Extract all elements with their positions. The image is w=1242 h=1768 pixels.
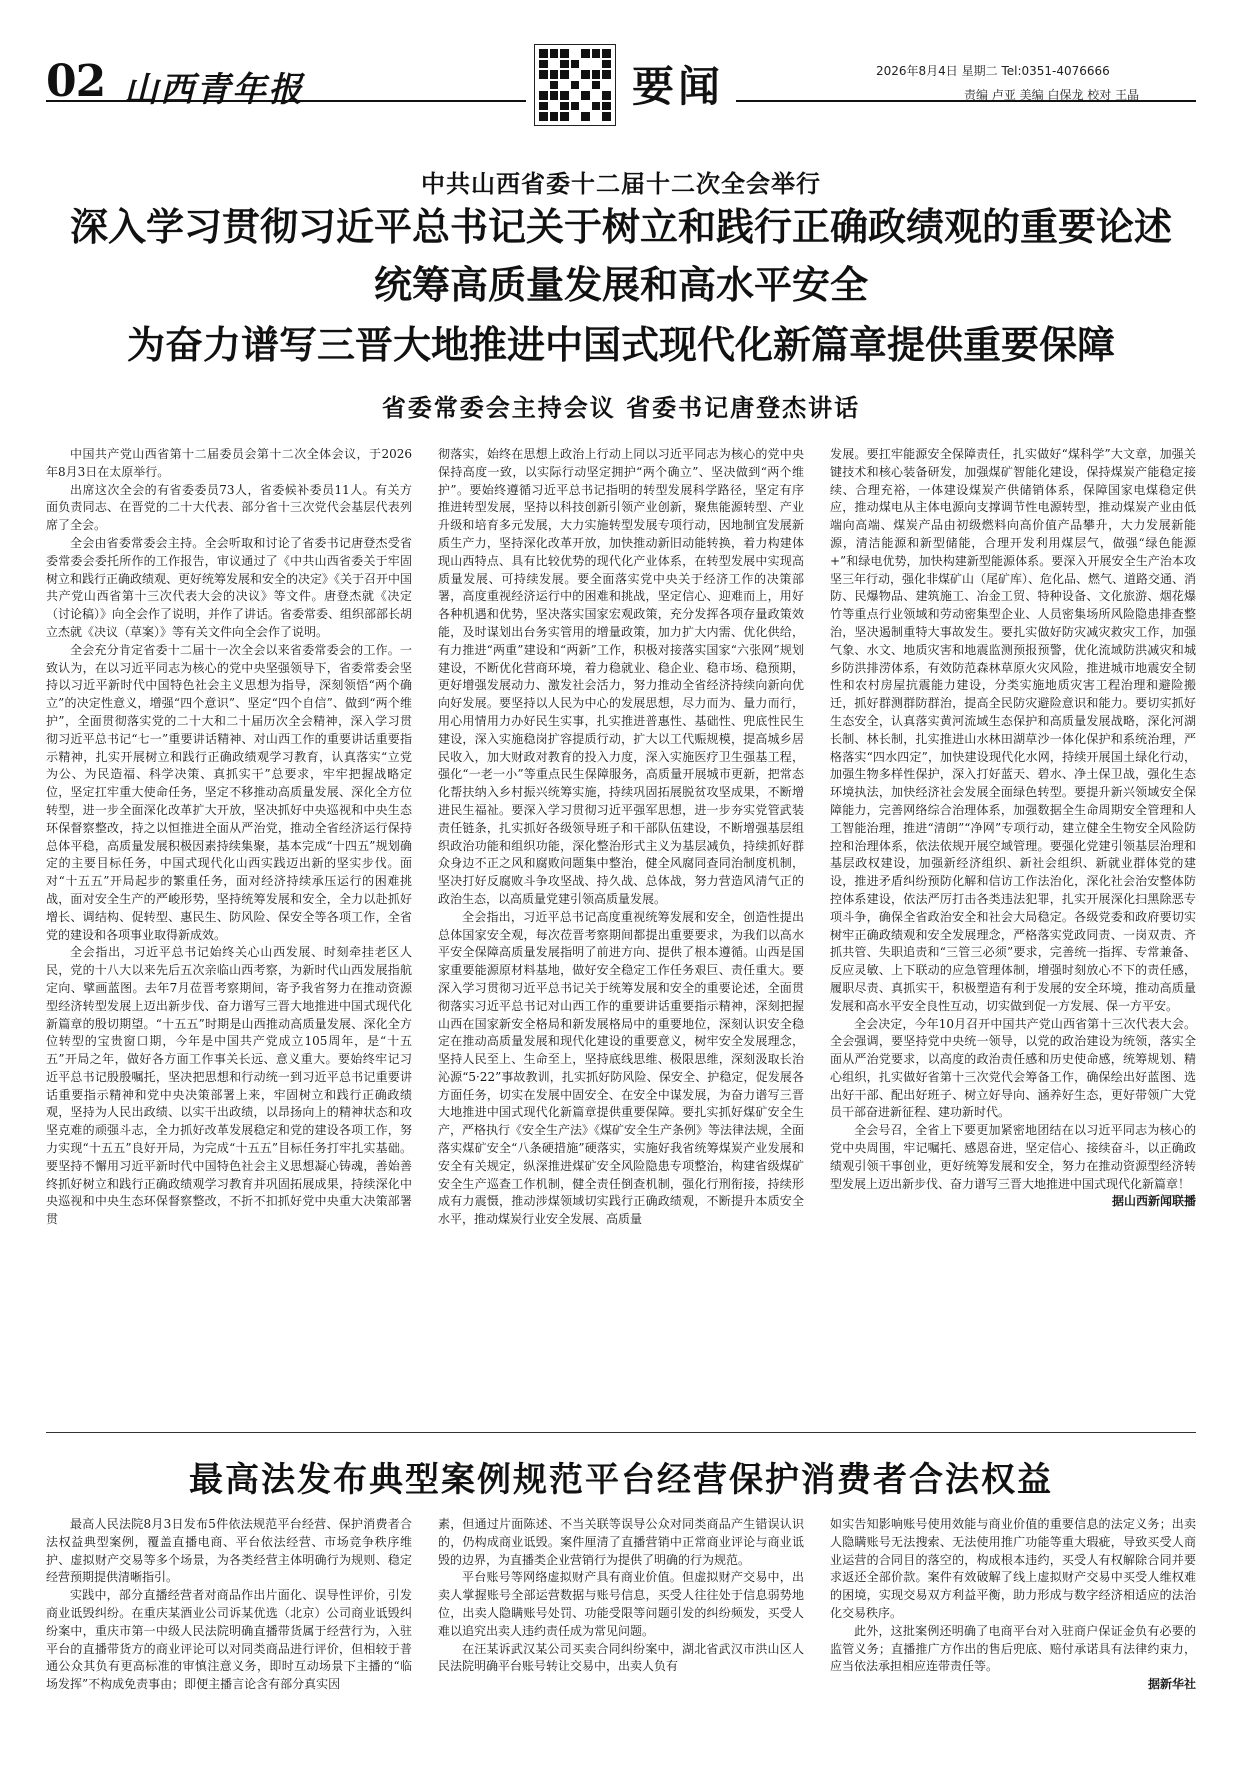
qr-code-icon — [534, 44, 616, 126]
lead-headline-line-1: 深入学习贯彻习近平总书记关于树立和践行正确政绩观的重要论述 — [69, 204, 1172, 249]
lead-column-3 — [830, 446, 1196, 1426]
paragraph: 平台账号等网络虚拟财产具有商业价值。但虚拟财产交易中，出卖人掌握账号全部运营数据与账号信息，买受人往往处于信息弱势地位，出卖人隐瞒账号处罚、功能受限等问题引发的纠纷频发，买受人难以追究出卖人违约责任成为常见问题。 — [438, 1570, 804, 1638]
paragraph: 中国共产党山西省第十二届委员会第十二次全体会议，于2026年8月3日在太原举行。 — [46, 447, 412, 479]
paragraph: 素，但通过片面陈述、不当关联等误导公众对同类商品产生错误认识的，仍构成商业诋毁。案件厘清了直播营销中正常商业评论与商业诋毁的边界，为直播类企业营销行为提供了明确的行为规范。 — [438, 1517, 804, 1567]
editor-credits: 责编 卢亚 美编 白保龙 校对 王晶 — [964, 88, 1140, 102]
paragraph: 彻落实，始终在思想上政治上行动上同以习近平同志为核心的党中央保持高度一致，以实际行动坚定拥护“两个确立”、坚决做到“两个维护”。要始终遵循习近平总书记指明的转型发展科学路径，坚定有序推进转型发展，坚持以科技创新引领产业创新，聚焦能源转型、产业升级和培育多元发展，大力实施转型发展专项行动，因地制宜发展新质生产力，坚持深化改革开放，加快推动新旧动能转换，着力构建体现山西特点、具有比较优势的现代化产业体系，在转型发展中实现高质量发展、可持续发展。要全面落实党中央关于经济工作的决策部署，高度重视经济运行中的困难和挑战，坚定信心、迎难而上，用好各种机遇和优势，坚决落实国家宏观政策，充分发挥各项存量政策效能，及时谋划出台务实管用的增量政策，加力扩大内需、优化供给，有力推进“两重”建设和“两新”工作，积极对接落实国家“六张网”规划建设，不断优化营商环境，着力稳就业、稳企业、稳市场、稳预期，更好增强发展动力、激发社会活力，努力推动全省经济持续向新向优向好发展。要坚持以人民为中心的发展思想，尽力而为、量力而行，用心用情用力办好民生实事，扎实推进普惠性、基础性、兜底性民生建设，深入实施稳岗扩容提质行动，扩大以工代赈规模，提高城乡居民收入，加大财政对教育的投入力度，深入实施医疗卫生强基工程，强化“一老一小”等重点民生保障服务，高质量开展城市更新，把常态化帮扶纳入乡村振兴统筹实施，持续巩固拓展脱贫攻坚成果，不断增进民生福祉。要深入学习贯彻习近平强军思想，进一步夯实党管武装责任链条，扎实抓好各级领导班子和干部队伍建设，不断增强基层组织政治功能和组织功能，深化整治形式主义为基层减负，持续抓好群众身边不正之风和腐败问题集中整治，健全风腐同查同治制度机制，坚决打好反腐败斗争攻坚战、持久战、总体战，努力营造风清气正的政治生态，以高质量党建引领高质量发展。 — [438, 447, 804, 906]
paragraph: 发展。要扛牢能源安全保障责任，扎实做好“煤科学”大文章，加强关键技术和核心装备研发，加强煤矿智能化建设，保持煤炭产能稳定接续、合理充裕，一体建设煤炭产供储销体系，保障国家电煤稳定供应，推动煤电从主体电源向支撑调节性电源转型，推动煤炭产业由低端向高端、煤炭产品由初级燃料向高价值产品攀升，大力发展新能源，清洁能源和新型储能，合理开发利用煤层气，做强“绿色能源+”和绿电优势，加快构建新型能源体系。要深入开展安全生产治本攻坚三年行动，强化非煤矿山（尾矿库）、危化品、燃气、道路交通、消防、民爆物品、建筑施工、冶金工贸、特种设备、文化旅游、烟花爆竹等重点行业领域和劳动密集型企业、人员密集场所风险隐患排查整治，坚决遏制重特大事故发生。要扎实做好防灾减灾救灾工作，加强气象、水文、地质灾害和地震监测预报预警，优化流域防洪减灾和城乡防洪排涝体系，有效防范森林草原火灾风险，推进城市地震安全韧性和农村房屋抗震能力建设，分类实施地质灾害工程治理和避险搬迁，抓好群测群防群治，提高全民防灾避险意识和能力。要切实抓好生态安全，认真落实黄河流域生态保护和高质量发展战略，深化河湖长制、林长制，扎实推进山水林田湖草沙一体化保护和系统治理，严格落实“四水四定”，加快建设现代化水网，持续开展国土绿化行动，加强生物多样性保护，深入打好蓝天、碧水、净土保卫战，强化生态环境执法，加快经济社会发展全面绿色转型。要提升新兴领域安全保障能力，完善网络综合治理体系，加强数据全生命周期安全管理和人工智能治理，推进“清朗”“净网”专项行动，建立健全生物安全风险防控和治理体系，依法依规开展空域管理。要强化党建引领基层治理和基层政权建设，加强新经济组织、新社会组织、新就业群体党的建设，推进矛盾纠纷预防化解和信访工作法治化，深化社会治安整体防控体系建设，依法严厉打击各类违法犯罪，扎实开展深化扫黑除恶专项斗争，确保全省政治安全和社会大局稳定。各级党委和政府要切实树牢正确政绩观和安全发展理念，严格落实党政同责、一岗双责、齐抓共管、失职追责和“三管三必须”要求，完善统一指挥、专常兼备、反应灵敏、上下联动的应急管理体制，增强时刻放心不下的责任感，履职尽责、真抓实干，积极塑造有利于发展的安全环境，推动高质量发展和高水平安全良性互动，切实做到促一方发展、保一方平安。 — [830, 447, 1197, 1013]
paragraph: 全会指出，习近平总书记高度重视统筹发展和安全，创造性提出总体国家安全观，每次莅晋考察期间都提出重要要求，为我们以高水平安全保障高质量发展指明了前进方向、提供了根本遵循。山西是国家重要能源原材料基地，做好安全稳定工作任务艰巨、责任重大。要深入学习贯彻习近平总书记关于统筹发展和安全的重要论述，全面贯彻落实习近平总书记对山西工作的重要讲话重要指示精神，深刻把握山西在国家新安全格局和新发展格局中的重要地位，深刻认识安全稳定在推动高质量发展和现代化建设的重要意义，树牢安全发展理念，坚持人民至上、生命至上，坚持底线思维、极限思维，深刻汲取长治沁源“5·22”事故教训，扎实抓好防风险、保安全、护稳定，促发展各方面任务，切实在发展中固安全、在安全中谋发展，为奋力谱写三晋大地推进中国式现代化新篇章提供重要保障。要扎实抓好煤矿安全生产，严格执行《安全生产法》《煤矿安全生产条例》等法律法规，全面落实煤矿安全“八条硬措施”硬落实，实施好我省统筹煤炭产业发展和安全有关规定，纵深推进煤矿安全风险隐患专项整治，构建省级煤矿安全生产巡查工作机制，健全责任倒查机制，强化行刑衔接，持续形成有力震慑，推动涉煤领域切实践行正确政绩观，不断提升本质安全水平，推动煤炭行业安全发展、高质量 — [438, 909, 805, 1227]
lead-kicker: 中共山西省委十二届十二次全会举行 — [421, 169, 821, 198]
paragraph: 全会充分肯定省委十二届十一次全会以来省委常委会的工作。一致认为，在以习近平同志为核心的党中央坚强领导下，省委常委会坚持以习近平新时代中国特色社会主义思想为指导，深刻领悟“两个确立”的决定性意义，增强“四个意识”、坚定“四个自信”、做到“两个维护”，全面贯彻落实党的二十大和二十届历次全会精神，深入学习贯彻习近平总书记“七一”重要讲话精神、对山西工作的重要讲话重要指示精神，扎实开展树立和践行正确政绩观学习教育，认真落实“立党为公、为民造福、科学决策、真抓实干”总要求，牢牢把握战略定位，坚定扛牢重大使命任务，坚定不移推动高质量发展、深化全方位转型，进一步全面深化改革扩大开放，坚决抓好中央巡视和中央生态环保督察整改，持之以恒推进全面从严治党，推动全省经济运行保持总体平稳，高质量发展积极因素持续集聚，基本完成“十四五”规划确定的主要目标任务，中国式现代化山西实践迈出新的坚实步伐。面对“十五五”开局起步的繁重任务，面对经济持续承压运行的困难挑战，面对安全生产的严峻形势，坚持统筹发展和安全，全力以赴抓好增长、调结构、促转型、惠民生、防风险、保安全等各项工作，全省党的建设和各项事业取得新成效。 — [46, 642, 412, 942]
story-divider — [46, 1432, 1196, 1433]
lead-subhead: 省委常委会主持会议 省委书记唐登杰讲话 — [381, 393, 861, 422]
second-byline: 据新华社 — [1147, 1677, 1196, 1692]
page-number: 02 — [46, 56, 106, 107]
paragraph: 如实告知影响账号使用效能与商业价值的重要信息的法定义务；出卖人隐瞒账号无法搜索、无法使用推广功能等重大瑕疵，导致买受人商业运营的合同目的落空的，构成根本违约，买受人有权解除合同并要求返还全部价款。案件有效破解了线上虚拟财产交易中买受人维权难的困境，实现交易双方利益平衡，助力形成与数字经济相适应的法治化交易秩序。 — [830, 1517, 1196, 1620]
second-column-1 — [46, 1516, 412, 1756]
paper-name-logo: 山西青年报 — [124, 70, 304, 110]
lead-column-1 — [46, 446, 412, 1426]
paragraph: 全会指出，习近平总书记始终关心山西发展、时刻牵挂老区人民，党的十八大以来先后五次亲临山西考察，为新时代山西发展指航定向、擘画蓝图。去年7月莅晋考察期间，寄予我省努力在推动资源型经济转型发展上迈出新步伐、奋力谱写三晋大地推进中国式现代化新篇章的殷切期望。“十五五”时期是山西推动高质量发展、深化全方位转型的宝贵窗口期，今年是中国共产党成立105周年，是“十五五”开局之年，做好各方面工作事关长远、意义重大。要始终牢记习近平总书记殷殷嘱托，坚决把思想和行动统一到习近平总书记重要讲话重要指示精神和党中央决策部署上来，牢固树立和践行正确政绩观，坚持为人民出政绩、以实干出政绩，以昂扬向上的精神状态和攻坚克难的顽强斗志，全力抓好改革发展稳定和党的建设各项工作，努力实现“十五五”良好开局，为完成“十五五”目标任务打牢扎实基础。要坚持不懈用习近平新时代中国特色社会主义思想凝心铸魂，善始善终抓好树立和践行正确政绩观学习教育并巩固拓展成果，持续深化中央巡视和中央生态环保督察整改，不折不扣抓好党中央重大决策部署贯 — [46, 945, 412, 1227]
paragraph: 实践中，部分直播经营者对商品作出片面化、误导性评价，引发商业诋毁纠纷。在重庆某酒业公司诉某优选（北京）公司商业诋毁纠纷案中，重庆市第一中级人民法院明确直播带货属于经营行为，入驻平台的直播带货方的商业评论可以对同类商品进行评价，但相较于普通公众其负有更高标准的审慎注意义务，即时互动场景下主播的“临场发挥”不构成免责事由；即便主播言论含有部分真实因 — [46, 1588, 412, 1692]
paragraph: 全会号召，全省上下要更加紧密地团结在以习近平同志为核心的党中央周围，牢记嘱托、感恩奋进，坚定信心、接续奋斗，以正确政绩观引领干事创业，更好统筹发展和安全，努力在推动资源型经济转型发展上迈出新步伐、奋力谱写三晋大地推进中国式现代化新篇章！ — [830, 1123, 1196, 1191]
second-article-body — [46, 1516, 1196, 1756]
masthead — [46, 44, 1196, 136]
paragraph: 最高人民法院8月3日发布5件依法规范平台经营、保护消费者合法权益典型案例，覆盖直播电商、平台依法经营、市场竞争秩序维护、虚拟财产交易等多个场景，为各类经营主体明确行为规则、稳定经营预期提供清晰指引。 — [46, 1517, 412, 1585]
paragraph: 出席这次全会的有省委委员73人，省委候补委员11人。有关方面负责同志、在晋党的二十大代表、部分省十三次党代会基层代表列席了全会。 — [46, 482, 412, 533]
lead-headline-line-2: 统筹高质量发展和高水平安全 — [373, 262, 868, 307]
dateline: 2026年8月4日 星期二 Tel:0351-4076666 — [876, 64, 1110, 78]
second-column-2 — [438, 1516, 804, 1756]
second-headline: 最高法发布典型案例规范平台经营保护消费者合法权益 — [189, 1460, 1053, 1500]
lead-column-2 — [438, 446, 804, 1426]
paragraph: 全会决定，今年10月召开中国共产党山西省第十三次代表大会。全会强调，要坚持党中央统一领导，以党的政治建设为统领，落实全面从严治党要求，以高度的政治责任感和历史使命感，统筹规划、精心组织，扎实做好省第十三次党代会筹备工作，确保绘出好蓝图、选出好干部、配出好班子、树立好导向、涵养好生态，更好带领广大党员干部奋进新征程、建功新时代。 — [830, 1016, 1196, 1120]
masthead-rule-left — [46, 100, 526, 102]
lead-headline-line-3: 为奋力谱写三晋大地推进中国式现代化新篇章提供重要保障 — [126, 322, 1115, 367]
section-title: 要闻 — [632, 62, 725, 111]
paragraph: 此外，这批案例还明确了电商平台对入驻商户保证金负有必要的监管义务；直播推广方作出的售后兜底、赔付承诺具有法律约束力，应当依法承担相应连带责任等。 — [830, 1623, 1196, 1674]
paragraph: 全会由省委常委会主持。全会听取和讨论了省委书记唐登杰受省委常委会委托所作的工作报告，审议通过了《中共山西省委关于牢固树立和践行正确政绩观、更好统筹发展和安全的决定》《关于召开中国共产党山西省第十三次代表大会的决议》等文件。唐登杰就《决定（讨论稿）》向全会作了说明，并作了讲话。省委常委、组织部部长胡立杰就《决议（草案）》等有关文件向全会作了说明。 — [46, 535, 413, 639]
lead-article-body — [46, 446, 1196, 1426]
second-column-3 — [830, 1516, 1196, 1756]
paragraph: 在汪某诉武汉某公司买卖合同纠纷案中，湖北省武汉市洪山区人民法院明确平台账号转让交易中，出卖人负有 — [438, 1641, 804, 1674]
lead-byline: 据山西新闻联播 — [1111, 1194, 1196, 1209]
